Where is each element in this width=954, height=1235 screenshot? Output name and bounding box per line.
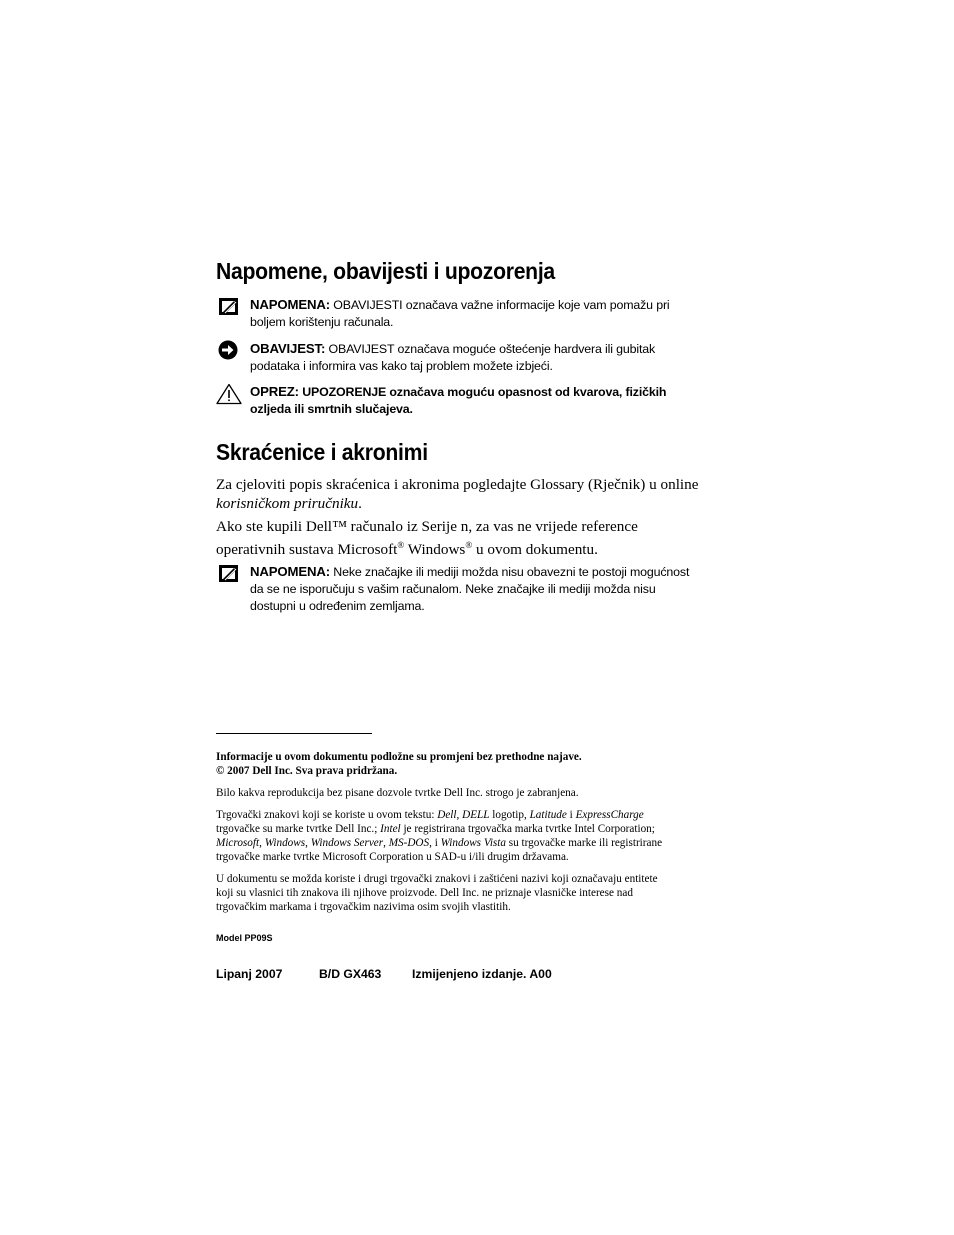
series-n-paragraph [216,517,736,559]
guide-title-italic: korisničkom priručniku [216,495,359,512]
trademark-name: ExpressCharge [575,809,644,821]
trademark-name: Windows Vista [440,837,506,849]
trademark-name: Latitude [529,809,567,821]
legal-text: i [566,809,576,821]
paragraph-text: . [358,495,362,512]
legal-text: trgovačkim markama i trgovačkim nazivima osim svojih vlastitih. [216,901,511,913]
trademark-name: Windows Server [310,837,384,849]
abbreviations-paragraph [216,475,736,513]
registered-mark: ® [397,540,405,550]
caution-triangle-icon [216,383,242,405]
caution-text-line1: UPOZORENJE označava moguću opasnost od kvarova, fizičkih [302,385,667,399]
legal-notice-bold [216,750,726,778]
trademark-name: MS-DOS [388,837,430,849]
note-text-line3: dostupni u određenim zemljama. [250,599,425,613]
paragraph-text: operativnih sustava Microsoft [216,541,398,559]
trademark-name: Intel [380,823,401,835]
registered-mark: ® [465,540,473,550]
paragraph-text: Windows [404,541,466,559]
trademark-name: DELL [462,809,490,821]
legal-text: koji su vlasnici tih znakova ili njihove proizvode. Dell Inc. ne priznaje vlasničke interese nad [216,887,633,899]
trademark-name: Dell [437,809,457,821]
legal-text: logotip, [489,809,530,821]
other-trademarks-paragraph [216,872,726,914]
note-text-line2: da se ne isporučuju s vašim računalom. Neke značajke ili mediji možda nisu [250,582,656,596]
legal-text: Informacije u ovom dokumentu podložne su promjeni bez prethodne najave. [216,751,582,763]
legal-text: U dokumentu se možda koriste i drugi trgovački znakovi i zaštićeni nazivi koji označavaju entitete [216,873,658,885]
caution-label: OPREZ: [250,384,299,399]
legal-text: su trgovačke marke ili registrirane [505,837,663,849]
notice-label: OBAVIJEST: [250,341,326,356]
note-label: NAPOMENA: [250,297,330,312]
footer-date: Lipanj 2007 [216,967,283,981]
note-text-line1: Neke značajke ili mediji možda nisu obavezni te postoji mogućnost [333,565,690,579]
footer-revision: Izmijenjeno izdanje. A00 [412,967,552,981]
trademark-name: Windows [264,837,306,849]
divider-rule [216,733,372,734]
notes-section-title: Napomene, obavijesti i upozorenja [216,258,555,284]
caution-text-line2: ozljeda ili smrtnih slučajeva. [250,402,413,416]
footer-part-number: B/D GX463 [319,967,382,981]
model-number: Model PP09S [216,933,273,943]
notice-text-line2: podataka i informira vas kako taj problem možete izbjeći. [250,359,553,373]
legal-text: trgovačke marke tvrtke Microsoft Corporation u SAD-u i/ili drugim državama. [216,851,569,863]
trademark-name: Microsoft [216,837,260,849]
trademarks-paragraph [216,808,726,864]
copyright-text: © 2007 Dell Inc. Sva prava pridržana. [216,765,398,777]
legal-text: , [305,837,311,849]
legal-text: trgovačke su marke tvrtke Dell Inc.; [216,823,381,835]
legal-text: , [259,837,265,849]
legal-text: je registrirana trgovačka marka tvrtke Intel Corporation; [400,823,655,835]
note-pencil-icon [216,563,242,585]
notice-arrow-icon [216,340,242,362]
note-text-line1: OBAVIJESTI označava važne informacije koje vam pomažu pri [333,298,670,312]
reproduction-notice [216,786,726,800]
legal-text: , [383,837,389,849]
legal-text: , [456,809,463,821]
note-pencil-icon [216,296,242,318]
notice-text-line1: OBAVIJEST označava moguće oštećenje hardvera ili gubitak [328,342,656,356]
legal-text: Bilo kakva reprodukcija bez pisane dozvole tvrtke Dell Inc. strogo je zabranjena. [216,787,579,799]
note-text-line2: boljem korištenju računala. [250,315,394,329]
paragraph-text: u ovom dokumentu. [472,541,598,559]
legal-text: Trgovački znakovi koji se koriste u ovom tekstu: [216,809,438,821]
note-label: NAPOMENA: [250,564,330,579]
legal-text: , i [429,837,441,849]
paragraph-text: Za cjeloviti popis skraćenica i akronima pogledajte Glossary (Rječnik) u online [216,476,699,493]
abbreviations-section-title: Skraćenice i akronimi [216,439,428,465]
paragraph-text: Ako ste kupili Dell™ računalo iz Serije n, za vas ne vrijede reference [216,518,638,535]
